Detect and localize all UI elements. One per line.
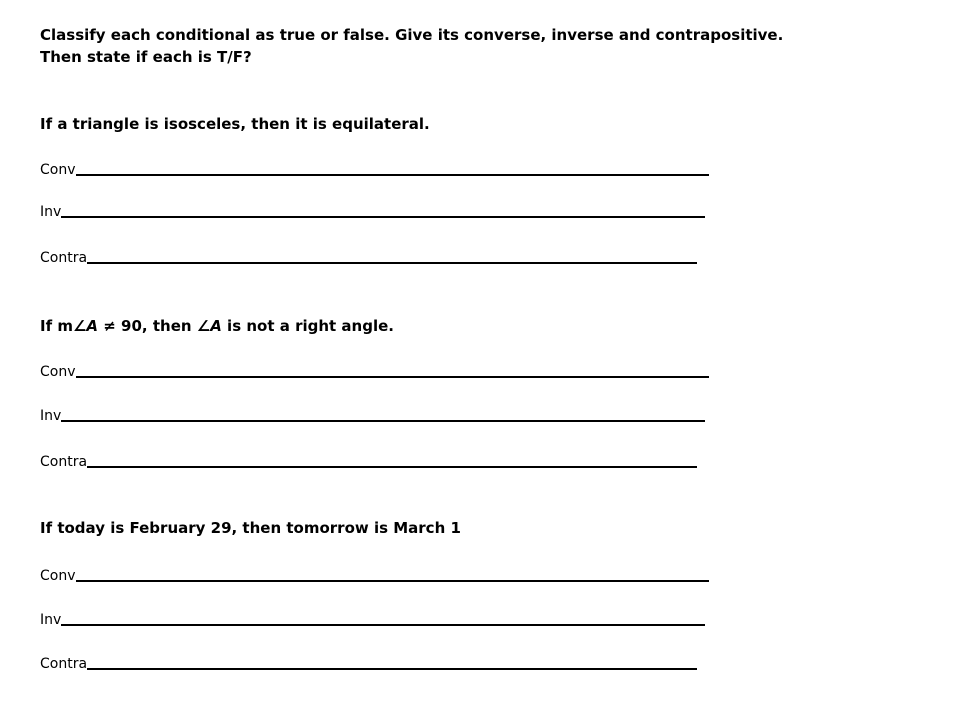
instructions-line-2: Then state if each is T/F? bbox=[40, 48, 252, 66]
statement-middle: 90, then bbox=[121, 317, 197, 335]
contrapositive-answer-line[interactable] bbox=[87, 466, 697, 468]
problem-3-inverse-row[interactable] bbox=[40, 606, 705, 630]
statement-prefix: If m bbox=[40, 317, 73, 335]
angle-symbol: ∠ bbox=[72, 317, 87, 335]
problem-3-contrapositive-row[interactable] bbox=[40, 650, 697, 674]
statement-suffix: is not a right angle. bbox=[221, 317, 394, 335]
inverse-answer-line[interactable] bbox=[61, 420, 705, 422]
problem-3-statement: If today is February 29, then tomorrow is March 1 bbox=[40, 519, 461, 537]
contrapositive-label: Contra bbox=[40, 454, 88, 470]
problem-1-converse-row[interactable] bbox=[40, 156, 709, 180]
contrapositive-answer-line[interactable] bbox=[87, 668, 697, 670]
converse-answer-line[interactable] bbox=[76, 376, 709, 378]
contrapositive-answer-line[interactable] bbox=[87, 262, 697, 264]
converse-label: Conv bbox=[40, 364, 76, 380]
contrapositive-label: Contra bbox=[40, 250, 88, 266]
instructions-line-1: Classify each conditional as true or false. Give its converse, inverse and contrapositive. bbox=[40, 26, 784, 44]
angle-variable: A bbox=[210, 317, 222, 335]
inverse-answer-line[interactable] bbox=[61, 216, 705, 218]
instructions bbox=[40, 24, 900, 68]
contrapositive-label: Contra bbox=[40, 656, 88, 672]
angle-symbol: ∠ bbox=[196, 317, 211, 335]
problem-1-statement: If a triangle is isosceles, then it is equilateral. bbox=[40, 115, 430, 133]
converse-answer-line[interactable] bbox=[76, 580, 709, 582]
inverse-label: Inv bbox=[40, 204, 62, 220]
problem-1-inverse-row[interactable] bbox=[40, 198, 705, 222]
problem-2-contrapositive-row[interactable] bbox=[40, 448, 697, 472]
inverse-answer-line[interactable] bbox=[61, 624, 705, 626]
problem-2-converse-row[interactable] bbox=[40, 358, 709, 382]
inverse-label: Inv bbox=[40, 612, 62, 628]
problem-1-contrapositive-row[interactable] bbox=[40, 244, 697, 268]
problem-2-inverse-row[interactable] bbox=[40, 402, 705, 426]
angle-variable: A bbox=[86, 317, 99, 335]
problem-2-statement bbox=[40, 316, 394, 336]
converse-label: Conv bbox=[40, 162, 76, 178]
converse-answer-line[interactable] bbox=[76, 174, 709, 176]
inverse-label: Inv bbox=[40, 408, 62, 424]
not-equal-symbol: ≠ bbox=[98, 317, 122, 335]
problem-3-converse-row[interactable] bbox=[40, 562, 709, 586]
converse-label: Conv bbox=[40, 568, 76, 584]
